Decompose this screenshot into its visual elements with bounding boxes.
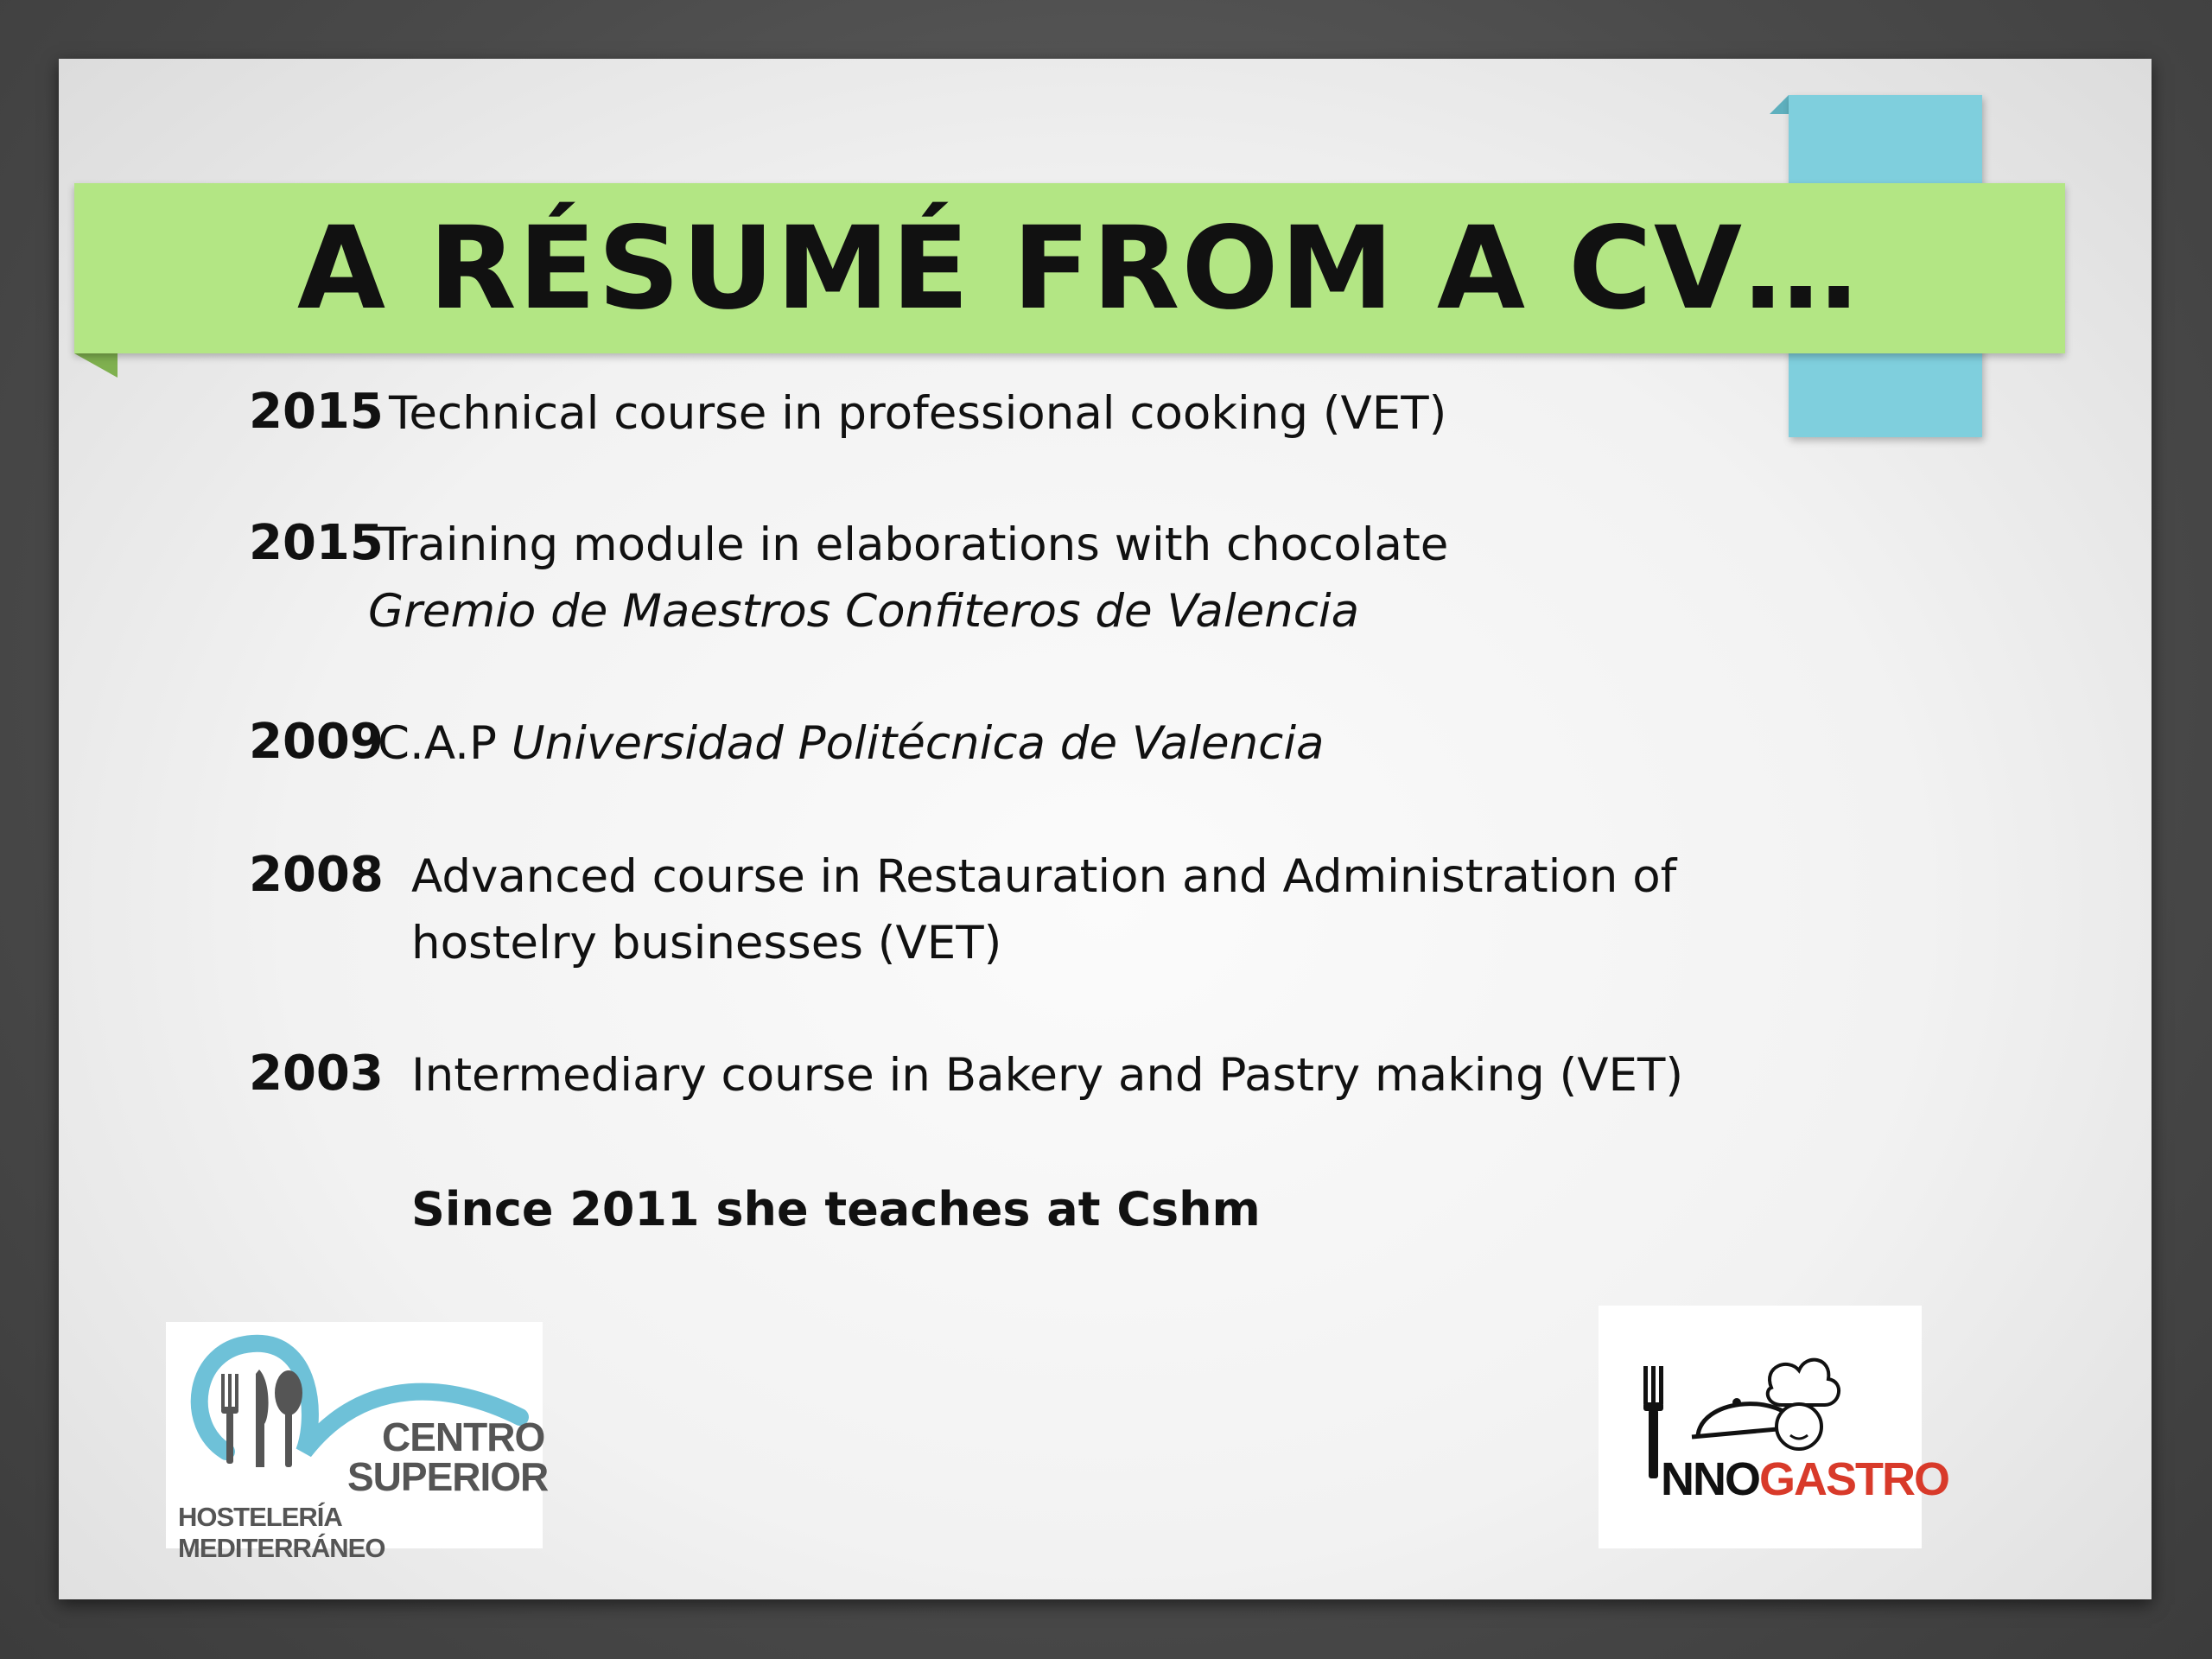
entry-year: 2015 [249, 384, 384, 440]
entry-description: Training module in elaborations with chocolate [378, 518, 1449, 571]
innogastro-logo [1599, 1306, 1949, 1548]
entry-institution: Gremio de Maestros Confiteros de Valencia [368, 585, 1360, 638]
closing-statement: Since 2011 she teaches at Cshm [411, 1182, 1261, 1236]
title-banner [74, 183, 2065, 353]
centro-superior-logo [166, 1322, 549, 1563]
wordmark-gastro: GASTRO [1759, 1453, 1949, 1505]
entry-institution: Universidad Politécnica de Valencia [511, 717, 1325, 770]
fork-chef-icon [1599, 1306, 1922, 1548]
entry-description: Advanced course in Restauration and Administration of [411, 850, 1677, 903]
entry-year: 2015 [249, 515, 384, 571]
entry-description: Intermediary course in Bakery and Pastry making (VET) [411, 1049, 1684, 1102]
banner-fold [74, 353, 118, 378]
logo-text-centro: CENTRO [382, 1414, 545, 1459]
logo-text-hosteleria: HOSTELERÍA MEDITERRÁNEO [178, 1502, 385, 1563]
entry-year: 2009 [249, 714, 384, 770]
entry-description [378, 710, 1325, 777]
wordmark-inno: NNO [1661, 1453, 1759, 1505]
innogastro-wordmark [1661, 1452, 1948, 1506]
entry-year: 2003 [249, 1046, 384, 1102]
entry-description: Technical course in professional cooking (VET) [389, 387, 1447, 440]
slide-title: A RÉSUMÉ FROM A CV… [296, 201, 1860, 335]
entry-prefix: C.A.P [378, 717, 512, 770]
logo-text-superior: SUPERIOR [347, 1454, 549, 1499]
tab-fold [1770, 95, 1789, 114]
entry-year: 2008 [249, 847, 384, 903]
entry-description-cont: hostelry businesses (VET) [411, 917, 1002, 969]
